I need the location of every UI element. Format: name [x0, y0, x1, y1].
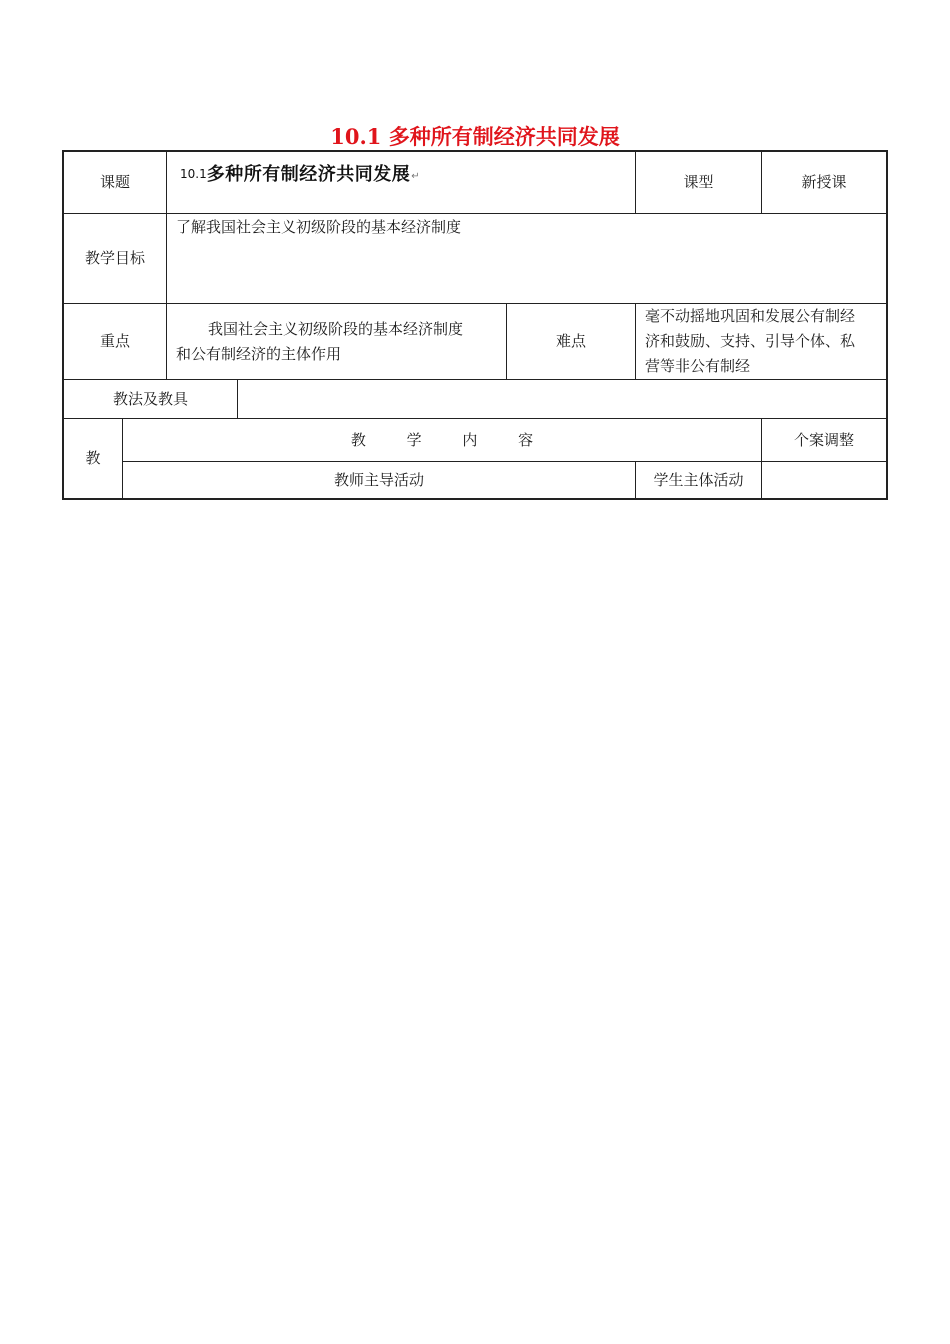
method-label: 教法及教具 — [112, 389, 188, 408]
method-value — [248, 385, 878, 413]
objective-label: 教学目标 — [84, 249, 145, 267]
topic-value — [180, 160, 420, 186]
type-value: 新授课 — [801, 173, 847, 191]
difficulty-line: 济和鼓励、支持、引导个体、私 — [645, 332, 856, 350]
topic-title: 多种所有制经济共同发展 — [206, 164, 411, 185]
topic-number: 10.1 — [180, 167, 207, 181]
difficulty-line: 营等非公有制经 — [645, 357, 751, 375]
adjust-label: 个案调整 — [793, 430, 854, 449]
page-title: 10.1 多种所有制经济共同发展 — [330, 124, 620, 149]
paragraph-mark-icon: ↵ — [411, 171, 420, 182]
difficulty-line: 毫不动摇地巩固和发展公有制经 — [645, 307, 856, 325]
col-divider — [237, 379, 238, 419]
col-divider — [635, 303, 636, 380]
table-border-right — [886, 150, 888, 500]
difficulty-value — [645, 304, 885, 379]
difficulty-label: 难点 — [555, 332, 586, 350]
key-line: 我国社会主义初级阶段的基本经济制度 — [208, 320, 464, 338]
content-label: 教 学 内 容 — [350, 430, 552, 449]
table-border-bottom — [62, 498, 888, 500]
row-divider — [62, 213, 888, 214]
teach-label: 教 — [85, 449, 101, 467]
teacher-activity-label: 教师主导活动 — [333, 470, 424, 489]
col-divider — [166, 150, 167, 380]
type-label: 课型 — [683, 173, 714, 191]
topic-label: 课题 — [99, 173, 130, 191]
key-label: 重点 — [99, 332, 130, 350]
objective-value: 了解我国社会主义初级阶段的基本经济制度 — [176, 218, 462, 236]
key-value — [176, 317, 502, 369]
student-activity-label: 学生主体活动 — [653, 470, 744, 489]
key-line: 和公有制经济的主体作用 — [176, 345, 342, 363]
